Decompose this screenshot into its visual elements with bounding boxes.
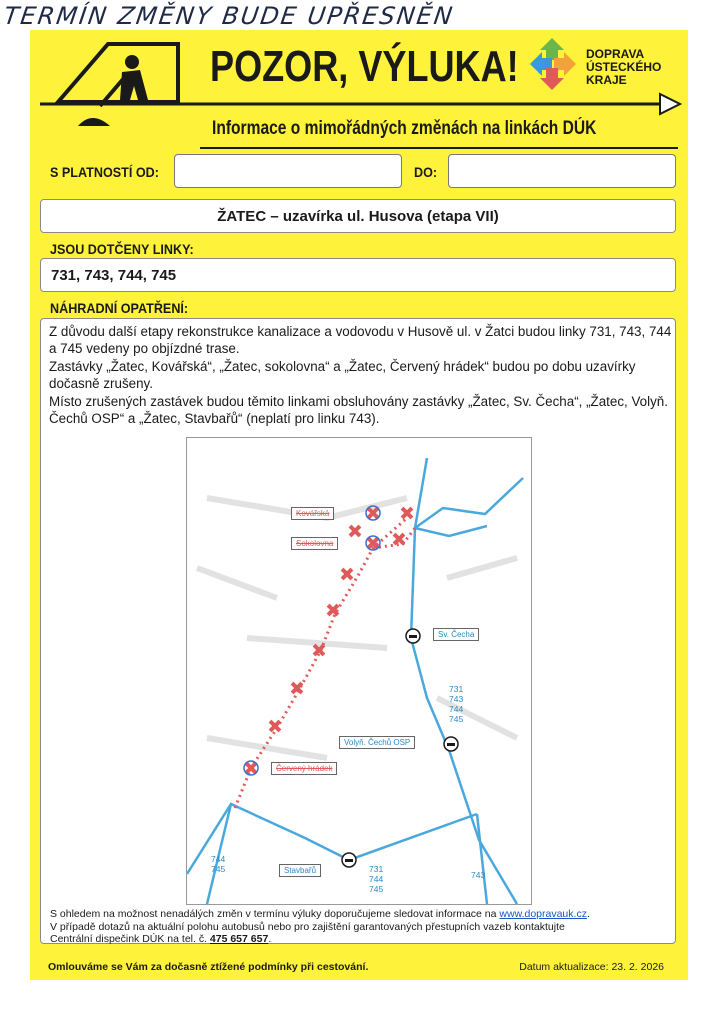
measures-text [49, 323, 673, 428]
valid-from-label: S PLATNOSTÍ OD: [50, 164, 159, 180]
affected-lines-value: 731, 743, 744, 745 [51, 267, 177, 284]
line-number: 744 [449, 704, 464, 714]
closed-stop-mark [291, 682, 304, 695]
line-number: 731 [369, 864, 384, 874]
affected-lines-box [40, 258, 676, 292]
measures-paragraph: Z důvodu další etapy rekonstrukce kanalizace a vodovodu v Husově ul. v Žatci budou linky 731, 743, 744 a 745 vedeny po objízdné trase. [49, 324, 672, 356]
closure-title-box [40, 199, 676, 233]
notes-text: . [268, 933, 272, 945]
notes-text: S ohledem na možnost nenadálých změn v termínu výluky doporučujeme sledovat informace na [50, 908, 500, 920]
update-date-label: Datum aktualizace: [519, 961, 609, 973]
notes-line: V případě dotazů na aktuální polohu autobusů nebo pro zajištění garantovaných přestupních vazeb kontaktujte [50, 920, 565, 933]
handwritten-note: TERMÍN ZMĚNY BUDE UPŘESNĚN [2, 2, 456, 30]
line-number: 745 [211, 864, 226, 874]
notes-text: Centrální dispečink DÚK na tel. č. [50, 933, 210, 945]
measures-label: NÁHRADNÍ OPATŘENÍ: [50, 300, 189, 316]
notes-line [50, 908, 680, 921]
valid-to-label: DO: [414, 164, 438, 180]
operator-logo-text: DOPRAVA ÚSTECKÉHO KRAJE [586, 47, 662, 87]
closed-stop-mark [393, 533, 406, 546]
closure-title: ŽATEC – uzavírka ul. Husova (etapa VII) [217, 208, 499, 225]
measures-paragraph: Místo zrušených zastávek budou těmito linkami obsluhovány zastávky „Žatec, Sv. Čecha“, „Žatec, Volyň. Čechů OSP“ a „Žatec, Stavbařů“ (neplatí pro linku 743). [49, 394, 668, 426]
notes [50, 908, 680, 946]
line-number: 743 [449, 694, 464, 704]
line-number: 731 [449, 684, 464, 694]
poster-title: POZOR, VÝLUKA! [210, 42, 519, 91]
dispatch-phone: 475 657 657 [209, 933, 269, 945]
line-number: 745 [369, 884, 384, 894]
closure-poster [30, 30, 688, 980]
valid-from-field[interactable] [174, 154, 402, 188]
closed-stop-label: Sokolovna [291, 537, 338, 550]
replacement-stop-label: Stavbařů [279, 864, 321, 877]
apology-text: Omlouváme se Vám za dočasně ztížené podmínky při cestování. [48, 961, 369, 973]
closed-stop-label: Kovářská [291, 507, 334, 520]
measures-paragraph: Zastávky „Žatec, Kovářská“, „Žatec, sokolovna“ a „Žatec, Červený hrádek“ budou po dobu uzavírky dočasně zrušeny. [49, 359, 636, 391]
closed-stop-label: Červený hrádek [271, 762, 337, 775]
line-numbers-label [369, 864, 383, 894]
notes-line [50, 933, 680, 946]
closed-stop-mark [401, 507, 414, 520]
closed-stop-mark [341, 568, 354, 581]
detour-map-drawing [187, 438, 531, 904]
replacement-stop-label: Volyň. Čechů OSP [339, 736, 415, 749]
poster-subtitle: Informace o mimořádných změnách na linkách DÚK [212, 118, 597, 139]
line-numbers-label [211, 854, 225, 874]
line-numbers-label [449, 684, 463, 724]
website-link[interactable]: www.dopravauk.cz [499, 908, 587, 920]
line-number: 744 [369, 874, 384, 884]
affected-lines-label: JSOU DOTČENY LINKY: [50, 241, 194, 257]
poster-header [30, 30, 688, 158]
update-date-value: 23. 2. 2026 [611, 961, 664, 973]
valid-to-field[interactable] [448, 154, 676, 188]
line-number: 744 [211, 854, 226, 864]
detour-map [186, 437, 532, 905]
replacement-stop-label: Sv. Čecha [433, 628, 479, 641]
update-date [519, 961, 664, 973]
notes-text: . [586, 908, 590, 920]
closed-stop-mark [269, 720, 282, 733]
closed-stop-mark [349, 525, 362, 538]
measures-box [40, 318, 676, 944]
line-number: 745 [449, 714, 464, 724]
line-number: 743 [471, 870, 486, 880]
